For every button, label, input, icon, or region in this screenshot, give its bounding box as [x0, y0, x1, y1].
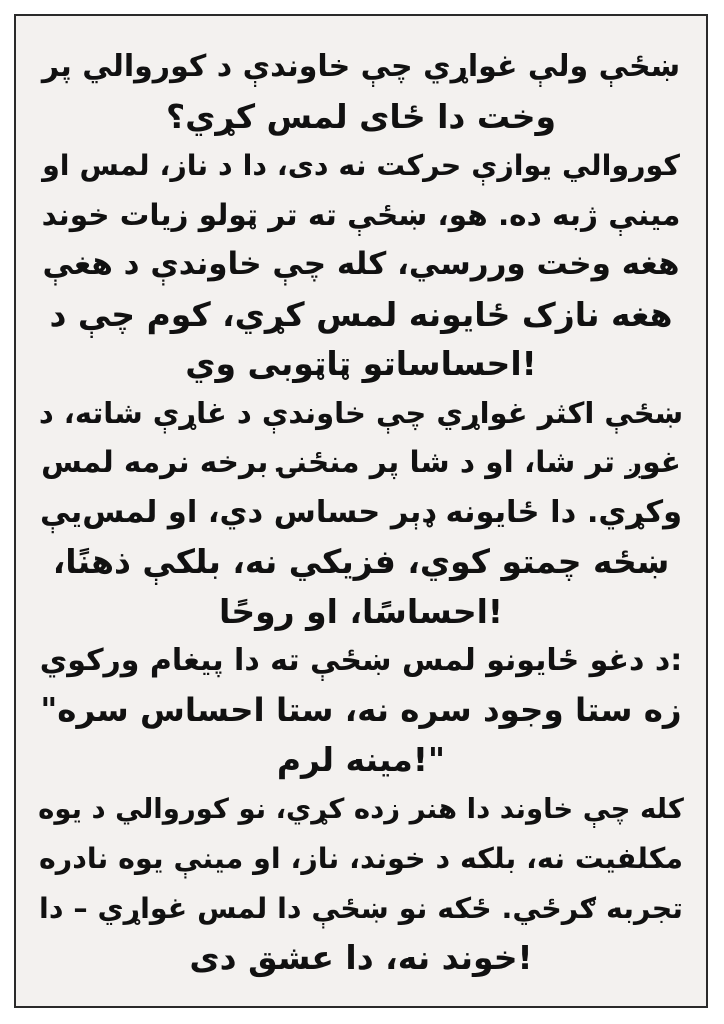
text-line: کله چې خاوند دا هنر زده کړي، نو کوروالي د یوه [38, 792, 684, 825]
text-line: تجربه ګرځي. ځکه نو ښځې دا لمس غواړي – دا [39, 891, 683, 925]
text-line: مکلفیت نه، بلکه د خوند، ناز، او مینې یوه نادره [38, 842, 684, 875]
paragraph-title-question [38, 42, 684, 141]
text-line: !خوند نه، دا عشق دی [189, 938, 533, 977]
document-body [38, 42, 684, 988]
text-line: !احساسًا، او روحًا [219, 591, 503, 631]
text-line: زه ستا وجود سره نه، ستا احساس سره" [40, 690, 682, 729]
text-line: :د دغو ځایونو لمس ښځې ته دا پیغام ورکوي [39, 643, 683, 678]
paragraph-conclusion [38, 785, 684, 983]
text-line: ښځه چمتو کوي، فزیکي نه، بلکې ذهنًا، [52, 542, 670, 581]
paragraph-message [38, 636, 684, 785]
text-line: وخت دا ځای لمس کړي؟ [165, 96, 557, 136]
text-line: هغه نازک ځایونه لمس کړي، کوم چې د [49, 294, 673, 334]
text-line: ښځې ولې غواړي چې خاوندې د کوروالي پر [41, 49, 681, 84]
text-line: ښځې اکثر غواړي چې خاوندې د غاړې شاته، د [38, 395, 684, 430]
text-line: "!مینه لرم [276, 740, 446, 779]
paragraph-intro [38, 141, 684, 389]
paragraph-places [38, 389, 684, 637]
text-line: هغه وخت وررسي، کله چې خاوندې د هغې [42, 246, 680, 282]
text-line: !احساساتو ټاټوبی وي [185, 344, 537, 383]
document-page [14, 14, 708, 1008]
text-line: کوروالي یوازې حرکت نه دی، دا د ناز، لمس او [42, 149, 680, 182]
text-line: غوږ تر شا، او د شا پر منځنۍ برخه نرمه لمس [41, 445, 681, 479]
text-line: مینې ژبه ده. هو، ښځې ته تر ټولو زیات خوند [41, 197, 681, 232]
text-line: وکړي. دا ځایونه ډېر حساس دي، او لمس‌یې [39, 494, 683, 530]
